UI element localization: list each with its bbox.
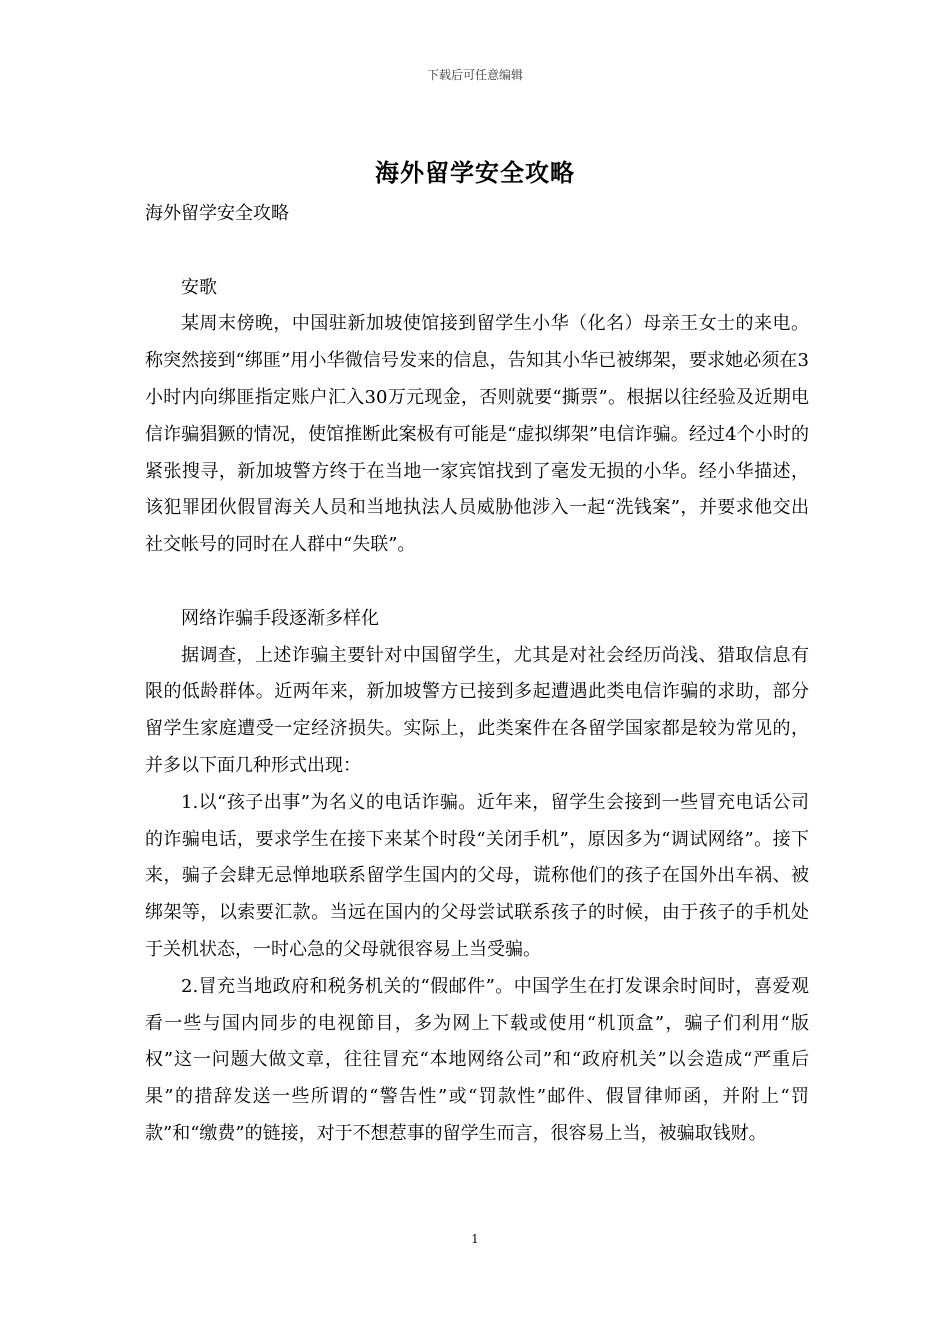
section-heading: 网络诈骗手段逐渐多样化 — [181, 607, 379, 629]
page-header: 下载后可任意编辑 — [426, 68, 523, 82]
blank-line — [145, 564, 809, 601]
blank-line — [145, 233, 809, 270]
author-name: 安歌 — [181, 276, 217, 298]
paragraph-fake-email: 2.冒充当地政府和税务机关的“假邮件”。中国学生在打发课余时间时，喜爱观看一些与国内同步的电视節目，多为网上下载或使用“机顶盒”，骗子们利用“版权”这一问题大做文章，往往冒充“本地网络公司”和“政府机关”以会造成“严重后果”的措辞发送一些所谓的“警告性”或“罚款性”邮件、假冒律师函，并附上“罚款”和“缴费”的链接，对于不想惹事的留学生而言，很容易上当，被骗取钱财。 — [145, 975, 809, 1144]
document-title: 海外留学安全攻略 — [375, 158, 575, 187]
paragraph-phone-scam: 1.以“孩子出事”为名义的电话诈骗。近年来，留学生会接到一些冒充电话公司的诈骗电话，要求学生在接下来某个时段“关闭手机”，原因多为“调试网络”。接下来，骗子会肆无忌惮地联系留学生国内的父母，谎称他们的孩子在国外出车祸、被绑架等，以索要汇款。当远在国内的父母尝试联系孩子的时候，由于孩子的手机处于关机状态，一时心急的父母就很容易上当受骗。 — [145, 791, 809, 960]
subtitle: 海外留学安全攻略 — [145, 203, 289, 224]
paragraph-survey: 据调查，上述诈骗主要针对中国留学生，尤其是对社会经历尚浅、猎取信息有限的低龄群体。近两年来，新加坡警方已接到多起遭遇此类电信诈骗的求助，部分留学生家庭遭受一定经济损失。实际上，此类案件在各留学国家都是较为常见的，并多以下面几种形式出现： — [145, 644, 809, 776]
document-body — [145, 196, 809, 1153]
paragraph-intro: 某周末傍晚，中国驻新加坡使馆接到留学生小华（化名）母亲王女士的来电。称突然接到“绑匪”用小华微信号发来的信息，告知其小华已被绑架，要求她必须在3小时内向绑匪指定账户汇入30万元现金，否则就要“撕票”。根据以往经验及近期电信诈骗猖獗的情况，使馆推断此案极有可能是“虚拟绑架”电信诈骗。经过4个小时的紧张搜寻，新加坡警方终于在当地一家宾馆找到了毫发无损的小华。经小华描述，该犯罪团伙假冒海关人员和当地执法人员威胁他涉入一起“洗钱案”，并要求他交出社交帐号的同时在人群中“失联”。 — [145, 313, 809, 556]
page-number: 1 — [471, 1232, 479, 1246]
